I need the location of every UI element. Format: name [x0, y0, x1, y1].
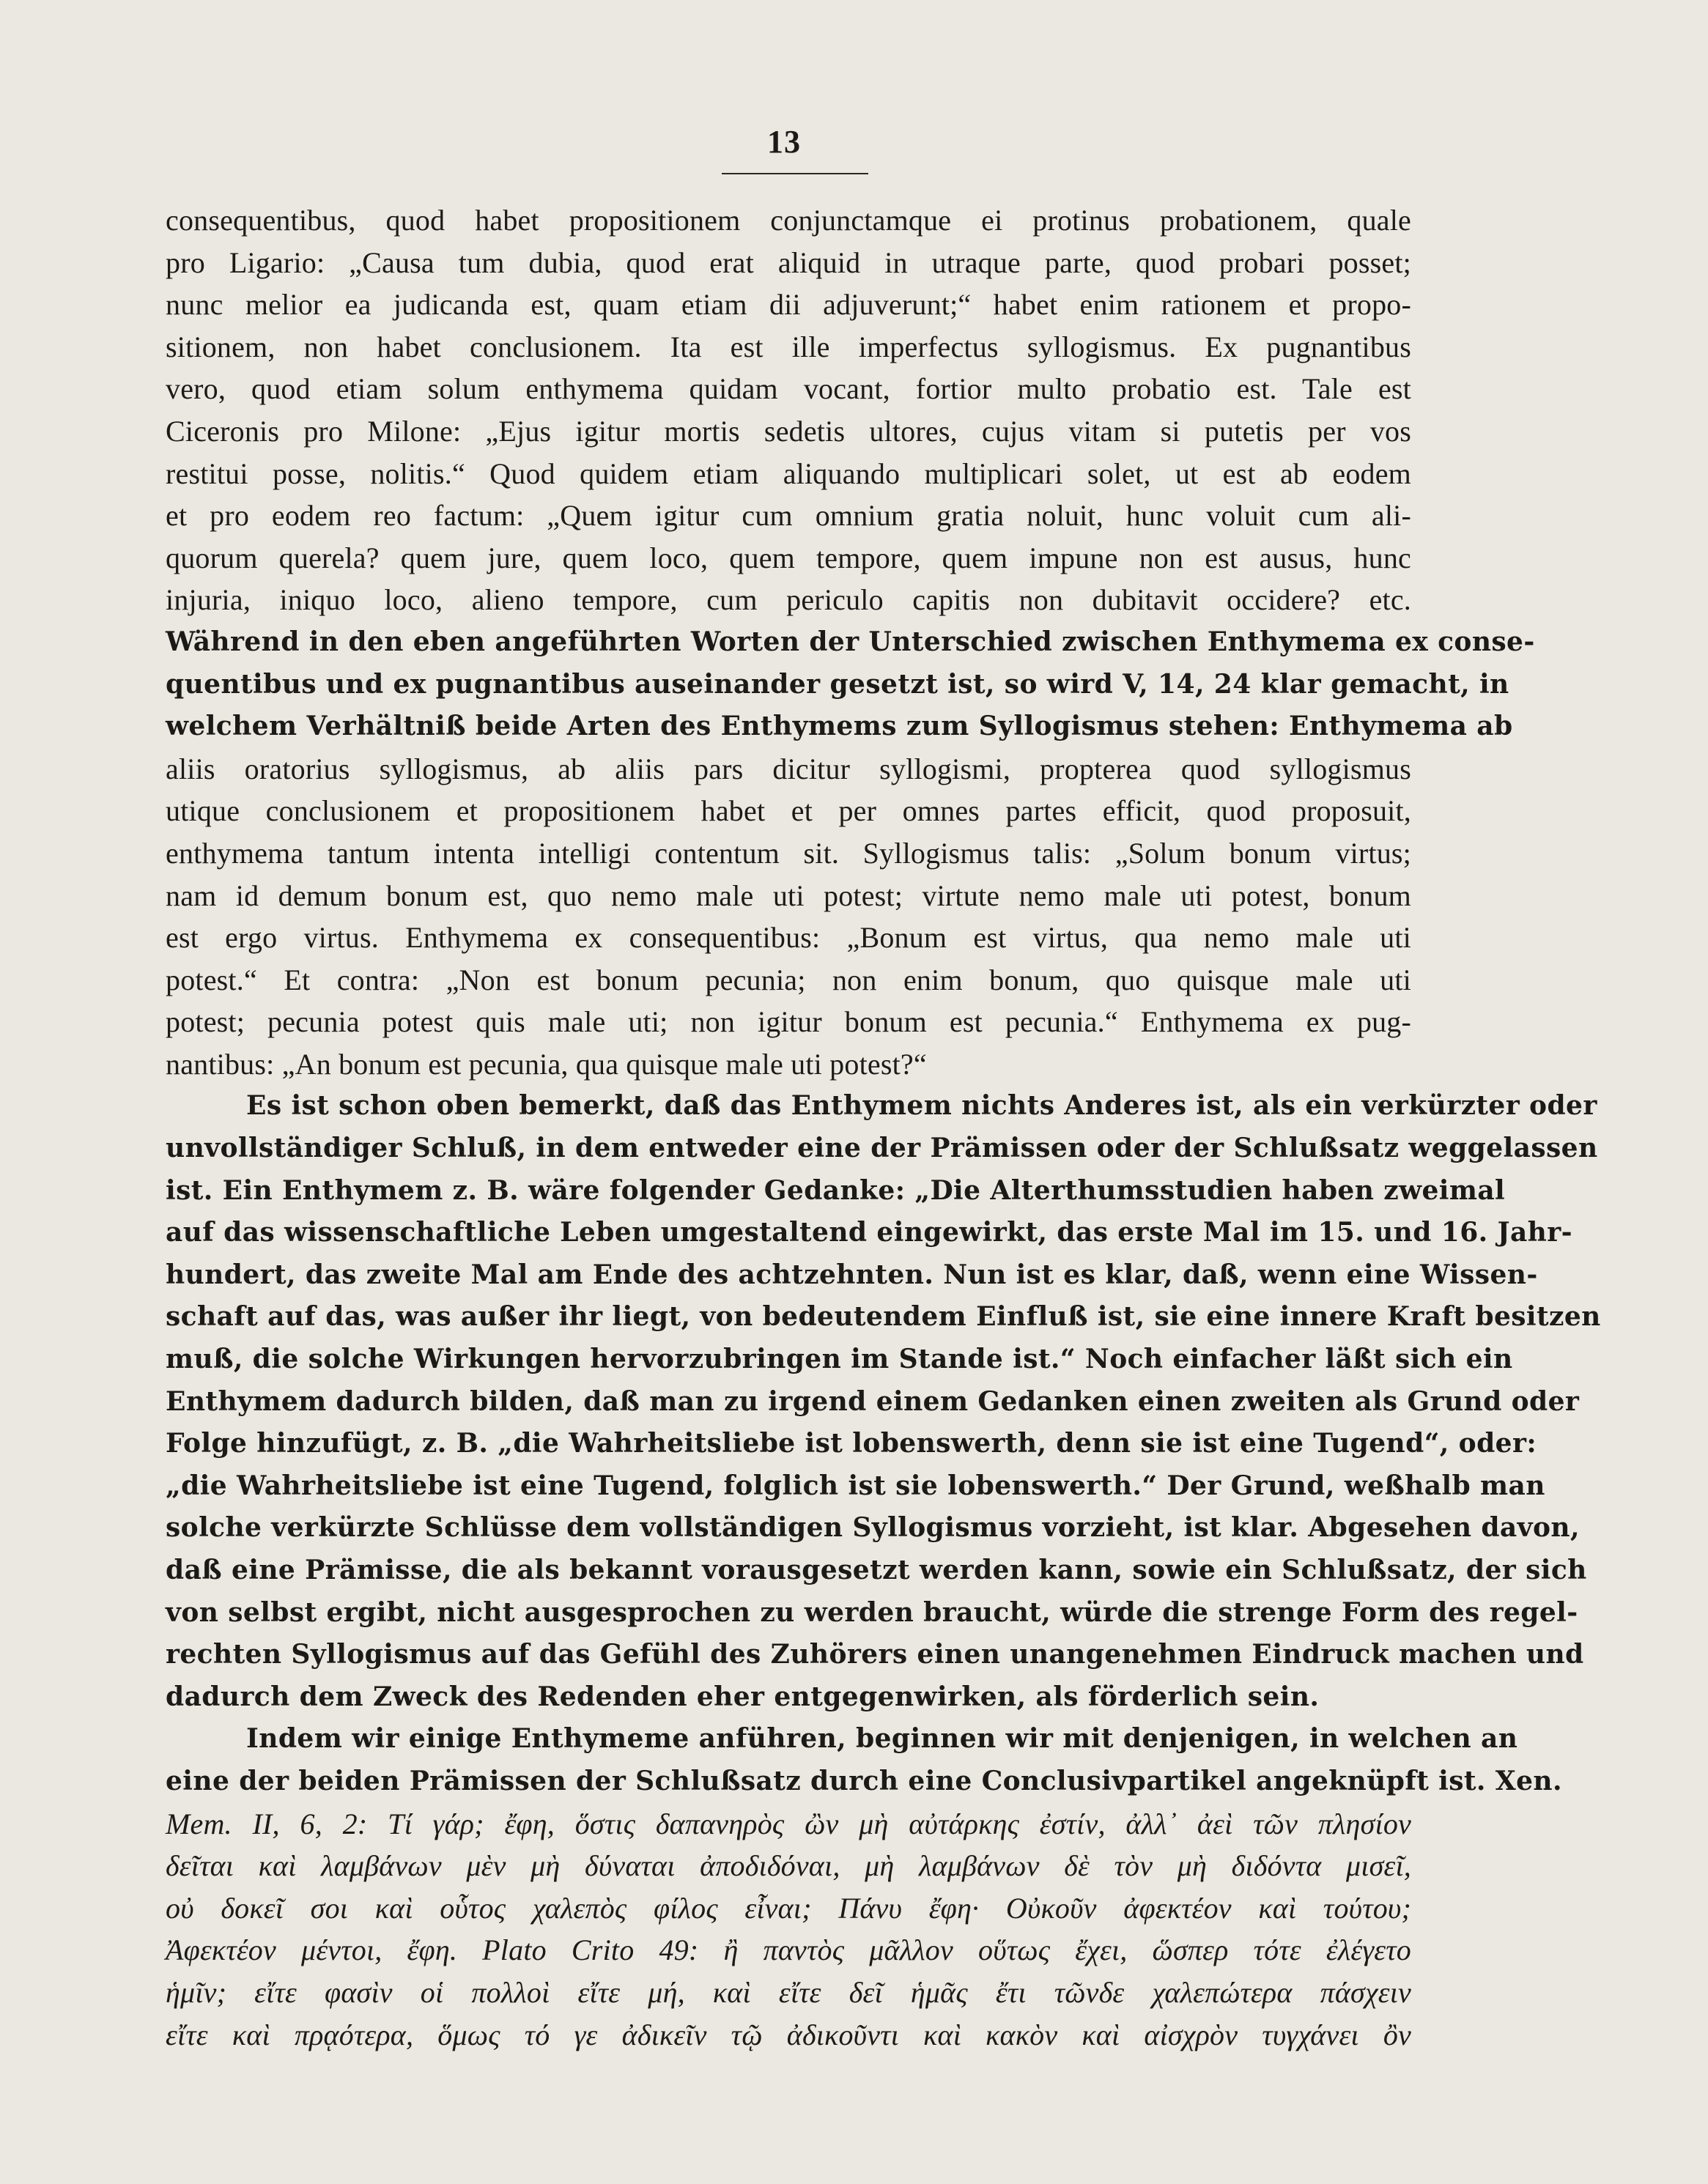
text-line: dadurch dem Zweck des Redenden eher entgegenwirken, als förderlich sein. [166, 1681, 1320, 1712]
text-line: potest.“ Et contra: „Non est bonum pecunia; non enim bonum, quo quisque male uti [166, 963, 1411, 996]
text-line: Mem. II, 6, 2: Τί γάρ; ἔφη, ὅστις δαπανηρὸς ὢν μὴ αὐτάρκης ἐστίν, ἀλλ᾽ ἀεὶ τῶν πλησίον [166, 1807, 1411, 1840]
text-line: auf das wissenschaftliche Leben umgestaltend eingewirkt, das erste Mal im 15. und 16. Jahr- [166, 1217, 1572, 1248]
text-line: δεῖται καὶ λαμβάνων μὲν μὴ δύναται ἀποδιδόναι, μὴ λαμβάνων δὲ τὸν μὴ διδόντα μισεῖ, [166, 1849, 1411, 1883]
page-number: 13 [767, 124, 801, 160]
body-text [166, 199, 1601, 2056]
text-line: schaft auf das, was außer ihr liegt, von bedeutendem Einfluß ist, sie eine innere Kraft besitzen [166, 1301, 1601, 1333]
text-line: et pro eodem reo factum: „Quem igitur cum omnium gratia noluit, hunc voluit cum ali- [166, 499, 1411, 533]
text-line: solche verkürzte Schlüsse dem vollständigen Syllogismus vorzieht, ist klar. Abgesehen davon, [166, 1512, 1580, 1544]
text-line: quentibus und ex pugnantibus auseinander gesetzt ist, so wird V, 14, 24 klar gemacht, in [166, 668, 1509, 700]
text-line: welchem Verhältniß beide Arten des Enthymems zum Syllogismus stehen: Enthymema ab [166, 711, 1513, 742]
text-line: aliis oratorius syllogismus, ab aliis pars dicitur syllogismi, propterea quod syllogismus [166, 752, 1411, 785]
page-number-rule [722, 173, 868, 174]
text-line: hundert, das zweite Mal am Ende des achtzehnten. Nun ist es klar, daß, wenn eine Wissen- [166, 1259, 1538, 1290]
text-line: Ciceronis pro Milone: „Ejus igitur mortis sedetis ultores, cujus vitam si putetis per vos [166, 414, 1411, 448]
text-line: von selbst ergibt, nicht ausgesprochen zu werden braucht, würde die strenge Form des regel- [166, 1596, 1578, 1628]
text-line: nunc melior ea judicanda est, quam etiam dii adjuverunt;“ habet enim rationem et propo- [166, 288, 1411, 322]
text-line: daß eine Prämisse, die als bekannt vorausgesetzt werden kann, sowie ein Schlußsatz, der sich [166, 1555, 1587, 1585]
text-line: Während in den eben angeführten Worten der Unterschied zwischen Enthymema ex conse- [166, 626, 1535, 657]
text-line: Folge hinzufügt, z. B. „die Wahrheitsliebe ist lobenswerth, denn sie ist eine Tugend“, oder: [166, 1428, 1537, 1459]
text-line: muß, die solche Wirkungen hervorzubringen im Stande ist.“ Noch einfacher läßt sich ein [166, 1344, 1513, 1375]
text-line: unvollständiger Schluß, in dem entweder eine der Prämissen oder der Schlußsatz weggelassen [166, 1133, 1598, 1164]
text-line: eine der beiden Prämissen der Schlußsatz durch eine Conclusivpartikel angeknüpft ist. Xen. [166, 1765, 1562, 1796]
text-line: Enthymem dadurch bilden, daß man zu irgend einem Gedanken einen zweiten als Grund oder [166, 1385, 1580, 1417]
text-line: est ergo virtus. Enthymema ex consequentibus: „Bonum est virtus, qua nemo male uti [166, 921, 1411, 955]
text-line: „die Wahrheitsliebe ist eine Tugend, folglich ist sie lobenswerth.“ Der Grund, weßhalb man [166, 1470, 1545, 1501]
text-line: vero, quod etiam solum enthymema quidam vocant, fortior multo probatio est. Tale est [166, 372, 1411, 406]
text-line: οὐ δοκεῖ σοι καὶ οὗτος χαλεπὸς φίλος εἶναι; Πάνυ ἔφη· Οὐκοῦν ἀφεκτέον καὶ τούτου; [166, 1891, 1411, 1925]
text-line: ἡμῖν; εἴτε φασὶν οἱ πολλοὶ εἴτε μή, καὶ εἴτε δεῖ ἡμᾶς ἔτι τῶνδε χαλεπώτερα πάσχειν [166, 1975, 1411, 2009]
text-line: Indem wir einige Enthymeme anführen, beginnen wir mit denjenigen, in welchen an [246, 1723, 1518, 1755]
text-line: injuria, iniquo loco, alieno tempore, cum periculo capitis non dubitavit occidere? etc. [166, 583, 1411, 617]
text-line: utique conclusionem et propositionem habet et per omnes partes efficit, quod proposuit, [166, 794, 1411, 828]
text-line: nam id demum bonum est, quo nemo male uti potest; virtute nemo male uti potest, bonum [166, 878, 1411, 912]
text-line: quorum querela? quem jure, quem loco, quem tempore, quem impune non est ausus, hunc [166, 541, 1411, 574]
text-line: εἴτε καὶ πρᾳότερα, ὅμως τό γε ἀδικεῖν τῷ ἀδικοῦντι καὶ κακὸν καὶ αἰσχρὸν τυγχάνει ὂν [166, 2018, 1411, 2051]
text-line: ist. Ein Enthymem z. B. wäre folgender Gedanke: „Die Alterthumsstudien haben zweimal [166, 1174, 1506, 1206]
text-line: rechten Syllogismus auf das Gefühl des Zuhörers einen unangenehmen Eindruck machen und [166, 1639, 1584, 1670]
text-line: enthymema tantum intenta intelligi contentum sit. Syllogismus talis: „Solum bonum virtus; [166, 836, 1411, 870]
text-line: pro Ligario: „Causa tum dubia, quod erat aliquid in utraque parte, quod probari posset; [166, 245, 1411, 279]
text-line: Ἀφεκτέον μέντοι, ἔφη. Plato Crito 49: ἢ παντὸς μᾶλλον οὕτως ἔχει, ὥσπερ τότε ἐλέγετο [166, 1933, 1411, 1967]
text-line: sitionem, non habet conclusionem. Ita est ille imperfectus syllogismus. Ex pugnantibus [166, 330, 1411, 363]
text-line: consequentibus, quod habet propositionem conjunctamque ei protinus probationem, quale [166, 204, 1411, 237]
text-line: Es ist schon oben bemerkt, daß das Enthymem nichts Anderes ist, als ein verkürzter oder [246, 1090, 1597, 1122]
text-line: potest; pecunia potest quis male uti; non igitur bonum est pecunia.“ Enthymema ex pug- [166, 1005, 1411, 1039]
text-line: nantibus: „An bonum est pecunia, qua quisque male uti potest?“ [166, 1047, 927, 1081]
text-line: restitui posse, nolitis.“ Quod quidem etiam aliquando multiplicari solet, ut est ab eodem [166, 456, 1411, 490]
